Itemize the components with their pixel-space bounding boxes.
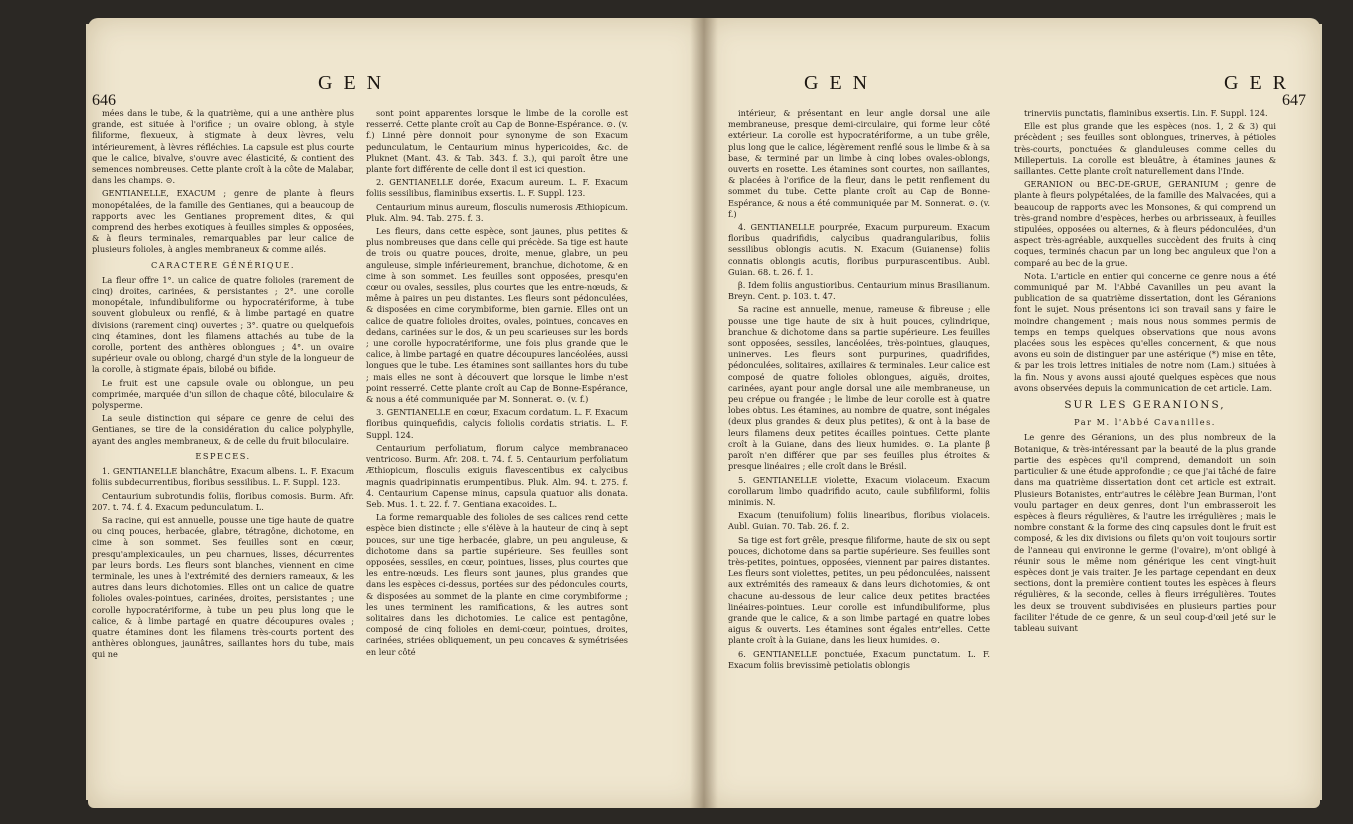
paragraph: Elle est plus grande que les espèces (nos. 1, 2 & 3) qui précèdent ; ses feuilles sont oblongues, trinerves, à pétioles très-courts, ponctuées & glanduleuses comme celles du Millepertuis. La corolle est bleuâtre, à étamines jaunes & saillantes. Cette plante croît naturellement dans l'Inde. [1014, 121, 1276, 177]
paragraph: Nota. L'article en entier qui concerne ce genre nous a été communiqué par M. l'Abbé Cavanilles un peu avant la publication de sa quatrième dissertation, dont les Géranions font le sujet. Nous présentons ici son travail sans y faire le moindre changement ; mais nous nous sommes permis de temps en temps quelques observations que nous avons placées sous les espèces qu'elles concernent, & que nous avons eu soin de distinguer par une astérique (*) mise en tête, & par les trois lettres initiales de notre nom (Lam.) situées à la fin. Nous y avons aussi ajouté quelques espèces que nous avons observées depuis la communication de cet article. Lam. [1014, 270, 1276, 393]
left-column-1 [92, 108, 354, 663]
paragraph: β. Idem foliis angustioribus. Centaurium minus Brasilianum. Breyn. Cent. p. 103. t. 47. [728, 280, 990, 302]
paragraph: Sa racine est annuelle, menue, rameuse & fibreuse ; elle pousse une tige haute de six à huit pouces, cylindrique, branchue & dichotome dans sa partie supérieure. Les feuilles sont opposées, sessiles, lancéolées, très-pointues, glauques, uninerves. Les fleurs sont purpurines, quadrifides, pédonculées, solitaires, axillaires & terminales. Leur calice est composé de quatre folioles oblongues, aiguës, droites, carinées, ayant pour angle dorsal une aile membraneuse, un peu crépue ou frangée ; le limbe de leur corolle est à quatre lobes obtus. Les étamines, au nombre de quatre, sont inégales (deux plus grandes & deux plus petites), & ont à la base de leurs filamens deux petites écailles pointues. Cette plante croît à la Guiane, dans des lieux humides. ⊙. La plante β paroît n'en différer que par ses feuilles plus étroites & presque linéaires ; elle croît dans le Brésil. [728, 304, 990, 472]
section-heading: SUR LES GERANIONS, [1064, 399, 1226, 412]
left-page-number: 646 [92, 92, 116, 109]
paragraph: intérieur, & présentant en leur angle dorsal une aile membraneuse, presque demi-circulaire, qui forme leur côté extérieur. La corolle est hypocratériforme, a un tube grêle, plus long que le calice, légèrement renflé sous le limbe & à sa base, & terminé par un limbe à cinq lobes ovales-oblongs, ouverts en rosette. Les étamines sont courtes, non saillantes, & placées à l'orifice de la fleur, dans le petit renflement du sommet du tube. Cette plante croît au Cap de Bonne-Espérance, & nous a été communiquée par M. Sonnerat. ⊙. (v. f.) [728, 108, 990, 219]
section-heading: ESPECES. [195, 450, 251, 461]
left-running-header: G E N [318, 72, 385, 94]
paragraph: Centaurium perfoliatum, florum calyce membranaceo ventricoso. Burm. Afr. 208. t. 74. f. 5. Centaurium perfoliatum Æthiopicum, flosculis exiguis flavescentibus ex calycibus magnis quadripinnatis erumpentibus. Pluk. Alm. 94. t. 275. f. 4. Centaurium Capense minus, capsula quatuor alis donata. Seb. Mus. 1. t. 22. f. 7. Gentiana exacoides. L. [366, 442, 628, 509]
paragraph: Sa tige est fort grêle, presque filiforme, haute de six ou sept pouces, dichotome dans sa partie supérieure. Ses feuilles sont très-petites, pointues, opposées, viennent par paires distantes. Les fleurs sont violettes, petites, un peu pédonculées, naissent aux extrémités des rameaux & dans leurs dichotomies, & ont chacune au-dessous de leur calice deux petites bractées linéaires-pointues. Leur corolle est infundibuliforme, plus grande que le calice, & a son limbe partagé en quatre lobes aigus & ouverts. Les étamines sont égales entr'elles. Cette plante croît à la Guiane, dans les lieux humides. ⊙. [728, 534, 990, 646]
left-page [88, 18, 704, 808]
paragraph: La forme remarquable des folioles de ses calices rend cette espèce bien distincte ; elle s'élève à la hauteur de cinq à sept pouces, sur une tige herbacée, glabre, un peu anguleuse, & dichotome dans sa partie supérieure. Ses feuilles sont opposées, sessiles, en cœur, pointues, lisses, plus courtes que les entre-nœuds. Les fleurs sont jaunes, plus grandes que dans les espèces ci-dessus, portées sur des pédoncules courts, & disposées au sommet de la plante en cime corymbiforme ; les unes terminent les ramifications, & les autres sont solitaires dans les dichotomies. Le calice est pentagône, composé de cinq folioles en demi-cœur, pointues, droites, carinées, striées obliquement, un peu concaves & symétrisées en leur côté [366, 512, 628, 657]
paragraph: Sa racine, qui est annuelle, pousse une tige haute de quatre ou cinq pouces, herbacée, glabre, tétragône, dichotome, en cime à son sommet. Ses feuilles sont en cœur, presqu'amplexicaules, un peu charnues, lisses, décurrentes par leurs bords. Les fleurs sont blanches, viennent en cime terminale, les unes à l'extrémité des derniers rameaux, & les autres dans leurs dichotomies. Elles ont un calice de quatre folioles ovales-pointues, carinées, droites, persistantes ; une corolle hypocratériforme, à tube un peu plus long que le calice, & à limbe partagé en quatre découpures ovales ; quatre étamines dont les filamens très-courts portent des anthères oblongues, jaunâtres, saillantes hors du tube, mais qui ne [92, 514, 354, 660]
paragraph: sont point apparentes lorsque le limbe de la corolle est resserré. Cette plante croît au Cap de Bonne-Espérance. ⊙. (v. f.) Linné père donnoit pour synonyme de son Exacum pedunculatum, le Centaurium minus hypericoides, &c. de Pluknet (Mant. 43. & Tab. 343. f. 3.), qui paroît être une plante fort différente de celle dont il est ici question. [366, 108, 628, 175]
paragraph: GENTIANELLE, EXACUM ; genre de plante à fleurs monopétalées, de la famille des Gentianes, qui a beaucoup de rapports avec les Gentianes proprement dites, & qui comprend des herbes exotiques à feuilles simples & opposées, & à fleurs terminales, remarquables par leur calice de plusieurs folioles, à angles membraneux & comme ailés. [92, 188, 354, 255]
paragraph: GERANION ou BEC-DE-GRUE, GERANIUM ; genre de plante à fleurs polypétalées, de la famille des Malvacées, qui a beaucoup de rapports avec les Monsones, & qui comprend un très-grand nombre d'espèces, herbes ou arbrisseaux, à feuilles stipulées, opposées ou alternes, & à fleurs pédonculées, d'un aspect très-agréable, auxquelles succèdent des fruits à cinq coques, terminés chacun par un long bec anguleux que l'on a comparé au bec de la grue. [1014, 179, 1276, 268]
paragraph: mées dans le tube, & la quatrième, qui a une anthère plus grande, est située à l'orifice ; un ovaire oblong, à style filiforme, flexueux, à stigmate à deux lèvres, velu intérieurement, à lèvres réfléchies. La capsule est plus courte que le calice, bivalve, s'ouvre avec élasticité, & contient des semences nombreuses. Cette plante croît à la côte de Malabar, dans les champs. ⊙. [92, 108, 354, 186]
paragraph: 5. GENTIANELLE violette, Exacum violaceum. Exacum corollarum limbo quadrifido acuto, caule subfiliformi, foliis minimis. N. [728, 474, 990, 507]
left-column-2 [366, 108, 628, 660]
author-line: Par M. l'Abbé Cavanilles. [1074, 417, 1216, 428]
right-page [704, 18, 1320, 808]
right-page-number: 647 [1282, 92, 1306, 109]
right-running-header: G E N [804, 72, 871, 94]
paragraph: 6. GENTIANELLE ponctuée, Exacum punctatum. L. F. Exacum foliis brevissimè petiolatis oblongis [728, 648, 990, 670]
paragraph: Centaurium minus aureum, flosculis numerosis Æthiopicum. Pluk. Alm. 94. Tab. 275. f. 3. [366, 201, 628, 223]
book-gutter [690, 18, 718, 808]
right-column-2 [1014, 108, 1276, 636]
paragraph: Centaurium subrotundis foliis, floribus comosis. Burm. Afr. 207. t. 74. f. 4. Exacum pedunculatum. L. [92, 490, 354, 512]
right-running-header-ger: G E R [1224, 72, 1289, 94]
paragraph: 4. GENTIANELLE pourprée, Exacum purpureum. Exacum floribus quadrifidis, calycibus quadrangularibus, foliis sessilibus oblongis acutis. N. Exacum (Guianense) foliis connatis oblongis acutis, floribus purpurascentibus. Aubl. Guian. 68. t. 26. f. 1. [728, 222, 990, 277]
paragraph: Le fruit est une capsule ovale ou oblongue, un peu comprimée, marquée d'un sillon de chaque côté, biloculaire & polysperme. [92, 377, 354, 411]
paragraph: 1. GENTIANELLE blanchâtre, Exacum albens. L. F. Exacum foliis subdecurrentibus, floribus sessilibus. L. F. Suppl. 123. [92, 466, 354, 488]
paragraph: 3. GENTIANELLE en cœur, Exacum cordatum. L. F. Exacum floribus quinquefidis, calycis foliolis cordatis striatis. L. F. Suppl. 124. [366, 407, 628, 440]
paragraph: Les fleurs, dans cette espèce, sont jaunes, plus petites & plus nombreuses que dans celle qui précède. Sa tige est haute de trois ou quatre pouces, droite, menue, glabre, un peu anguleuse, simple inférieurement, branchue, dichotome, & en cime à son sommet. Les feuilles sont opposées, presqu'en cœur ou ovales, sessiles, plus courtes que les entre-nœuds, & même à paires un peu distantes. Les fleurs sont pédonculées, & disposées en cime corymbiforme, bien garnie. Elles ont un calice de quatre folioles droites, ovales, pointues, concaves en dedans, carinées sur le dos, & un peu scarieuses sur les bords ; une corolle hypocratériforme, une fois plus grande que le calice, à limbe partagé en quatre découpures lancéolées, aussi longues que le tube. Les étamines sont saillantes hors du tube ; mais elles ne sont à découvert que lorsque le limbe n'est point resserré. Cette plante croît au Cap de Bonne-Espérance, & nous a été communiquée par M. Sonnerat. ⊙. (v. f.) [366, 226, 628, 405]
right-column-1 [728, 108, 990, 673]
paragraph: trinerviis punctatis, flaminibus exsertis. Lin. F. Suppl. 124. [1024, 108, 1268, 118]
paragraph: 2. GENTIANELLE dorée, Exacum aureum. L. F. Exacum foliis sessilibus, flaminibus exsertis. L. F. Suppl. 123. [366, 177, 628, 199]
paragraph: La fleur offre 1°. un calice de quatre folioles (rarement de cinq) droites, carinées, & persistantes ; 2°. une corolle monopétale, infundibuliforme ou hypocratériforme, à tube souvent globuleux ou renflé, & à limbe partagé en quatre divisions (rarement cinq) ouvertes ; 3°. quatre ou quelquefois cinq étamines, dont les filamens attachés au tube de la corolle, portent des anthères oblongues ; 4°. un ovaire supérieur ovale ou oblong, chargé d'un style de la longueur de la corolle, à stigmate épais, bilobé ou bifide. [92, 274, 354, 375]
paragraph: Exacum (tenuifolium) foliis linearibus, floribus violaceis. Aubl. Guian. 70. Tab. 26. f. 2. [728, 510, 990, 532]
section-heading: CARACTERE GÉNÉRIQUE. [151, 259, 295, 270]
paragraph: Le genre des Géranions, un des plus nombreux de la Botanique, & très-intéressant par la beauté de la plus grande partie des espèces qu'il comprend, demandoit un soin particulier & une étude approfondie ; ce que j'ai tâché de faire dans ma quatrième dissertation dont cet article est extrait. Plusieurs Botanistes, entr'autres le célèbre Jean Burman, l'ont voulu partager en deux genres, dont l'un embrasseroit les espèces à fleurs régulières, & l'autre les irrégulières ; mais le nombre constant & la forme des cinq capsules dont le fruit est composé, & les dix divisions ou filets qu'on voit toujours sortir de l'anneau qui environne le germe (l'ovaire), m'ont obligé à réunir sous le même nom générique les cent vingt-huit espèces dont je vais traiter. Je les partage cependant en deux sections, dont la première contient toutes les espèces à fleurs régulières, & la seconde, celles à fleurs irrégulières. Toutes les deux se trouvent subdivisées en plusieurs parties pour faciliter l'étude de ce genre, & un seul coup-d'œil jeté sur le tableau suivant [1014, 432, 1276, 633]
paragraph: La seule distinction qui sépare ce genre de celui des Gentianes, se tire de la considération du calice polyphylle, ayant des angles membraneux, & de celle du fruit biloculaire. [92, 413, 354, 446]
